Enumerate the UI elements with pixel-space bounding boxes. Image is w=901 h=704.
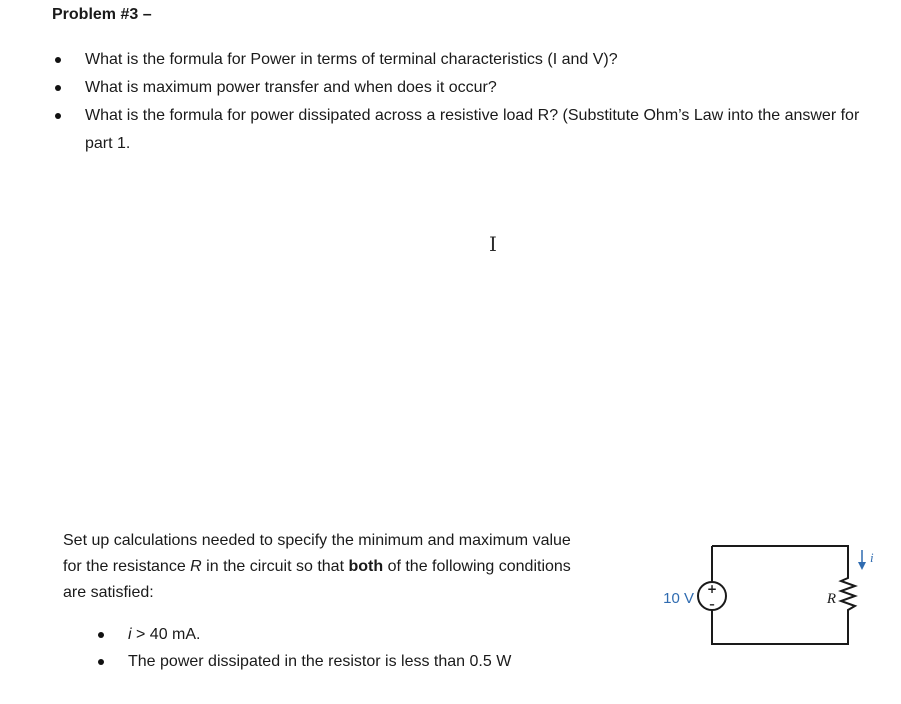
- conditions-list: [0, 621, 620, 675]
- source-minus: –: [709, 598, 715, 611]
- setup-paragraph: [63, 528, 593, 606]
- setup-text-middle: in the circuit so that: [201, 558, 349, 575]
- circuit-diagram: [640, 530, 880, 655]
- text-cursor-icon: I: [489, 232, 497, 256]
- setup-text-after: of the following conditions are satisfied:: [63, 558, 571, 601]
- source-label: 10 V: [663, 590, 694, 607]
- condition-current: [0, 621, 620, 648]
- condition-power: The power dissipated in the resistor is less than 0.5 W: [0, 648, 620, 675]
- emphasis-both: both: [348, 558, 384, 575]
- question-item: What is maximum power transfer and when does it occur?: [0, 74, 900, 102]
- question-list: [0, 46, 900, 158]
- current-arrow-icon: [858, 562, 866, 570]
- question-item: What is the formula for Power in terms of terminal characteristics (I and V)?: [0, 46, 900, 74]
- problem-title: Problem #3 –: [52, 6, 152, 23]
- current-label: i: [870, 550, 874, 565]
- circuit-wire-top: [712, 546, 848, 574]
- setup-text-before: Set up calculations needed to specify the minimum and maximum value for the resistance: [63, 532, 571, 575]
- source-plus: +: [706, 582, 718, 596]
- resistor-icon: [841, 574, 855, 616]
- question-item: What is the formula for power dissipated across a resistive load R? (Substitute Ohm’s Law into the answer for part 1.: [0, 102, 900, 158]
- resistance-variable: R: [190, 558, 202, 575]
- current-variable: i: [128, 626, 132, 643]
- resistor-label: R: [826, 591, 836, 607]
- current-condition-text: > 40 mA.: [131, 626, 201, 643]
- circuit-wire-bottom: [712, 610, 848, 644]
